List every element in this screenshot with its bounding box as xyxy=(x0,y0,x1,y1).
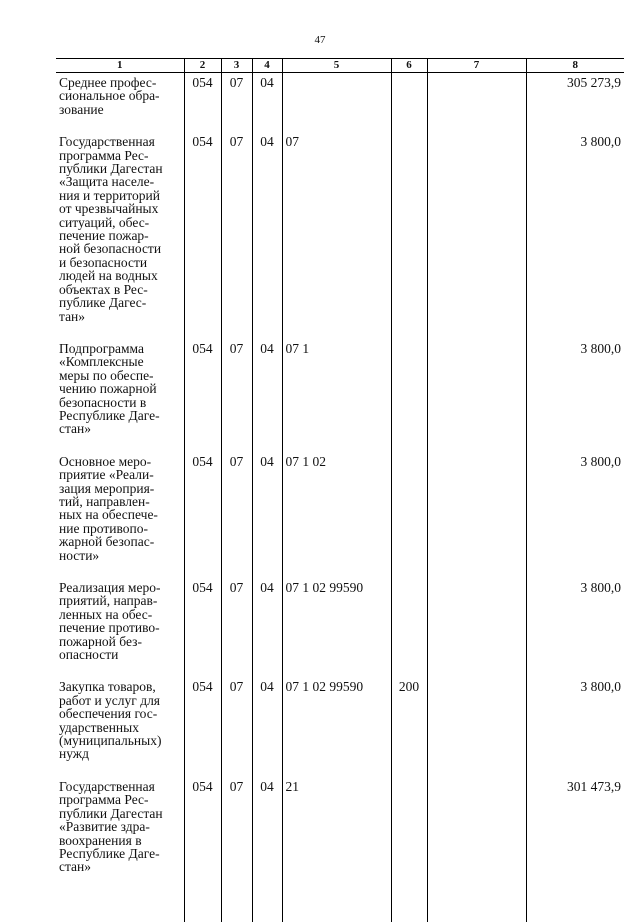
row-name-line: Подпрограмма xyxy=(59,340,144,356)
code-cell-5: 07 1 xyxy=(282,339,391,436)
amount-cell: 301 473,9 xyxy=(526,777,624,874)
row-name-line: «Комплексные xyxy=(59,354,144,370)
code-cell-5: 07 1 02 xyxy=(282,452,391,562)
row-name-cell xyxy=(56,777,184,874)
budget-table xyxy=(56,58,624,922)
column-header-8: 8 xyxy=(526,59,624,73)
table-body xyxy=(56,73,624,922)
code-cell-2: 054 xyxy=(184,677,221,760)
spacer-cell xyxy=(282,436,391,452)
spacer-cell xyxy=(391,323,427,339)
code-cell-4: 04 xyxy=(252,132,282,323)
spacer-cell xyxy=(221,562,252,578)
spacer-cell xyxy=(526,562,624,578)
spacer-cell xyxy=(184,661,221,677)
code-cell-4: 04 xyxy=(252,677,282,760)
row-name-line: публики Дагестан xyxy=(59,161,163,177)
row-name-line: людей на водных xyxy=(59,268,158,284)
column-header-4: 4 xyxy=(252,59,282,73)
code-cell-3: 07 xyxy=(221,452,252,562)
column-header-5: 5 xyxy=(282,59,391,73)
amount-cell: 3 800,0 xyxy=(526,578,624,661)
spacer-cell xyxy=(391,436,427,452)
row-spacer xyxy=(56,661,624,677)
code-cell-7 xyxy=(427,452,526,562)
spacer-cell xyxy=(526,874,624,922)
spacer-cell xyxy=(221,661,252,677)
amount-cell: 305 273,9 xyxy=(526,73,624,117)
code-cell-7 xyxy=(427,578,526,661)
table-row xyxy=(56,73,624,117)
table-row xyxy=(56,452,624,562)
row-name-line: и безопасности xyxy=(59,254,148,270)
code-cell-3: 07 xyxy=(221,73,252,117)
row-name-line: зование xyxy=(59,101,104,117)
spacer-cell xyxy=(391,562,427,578)
table-row xyxy=(56,132,624,323)
code-cell-7 xyxy=(427,132,526,323)
spacer-cell xyxy=(252,436,282,452)
row-name-line: безопасности в xyxy=(59,394,147,410)
row-name-line: жарной безопас- xyxy=(59,534,155,550)
amount-cell: 3 800,0 xyxy=(526,339,624,436)
code-cell-6 xyxy=(391,339,427,436)
spacer-cell xyxy=(221,116,252,132)
table-row xyxy=(56,339,624,436)
row-name-cell xyxy=(56,452,184,562)
row-name-line: от чрезвычайных xyxy=(59,201,159,217)
row-spacer xyxy=(56,436,624,452)
row-name-line: ударственных xyxy=(59,719,139,735)
row-name-line: тий, направлен- xyxy=(59,493,150,509)
row-name-cell xyxy=(56,677,184,760)
code-cell-2: 054 xyxy=(184,578,221,661)
spacer-cell xyxy=(427,562,526,578)
row-name-line: пожарной без- xyxy=(59,633,142,649)
spacer-cell xyxy=(56,562,184,578)
column-header-2: 2 xyxy=(184,59,221,73)
spacer-cell xyxy=(184,116,221,132)
code-cell-2: 054 xyxy=(184,132,221,323)
spacer-cell xyxy=(526,116,624,132)
code-cell-2: 054 xyxy=(184,73,221,117)
spacer-cell xyxy=(282,323,391,339)
row-name-cell xyxy=(56,73,184,117)
code-cell-2: 054 xyxy=(184,452,221,562)
spacer-cell xyxy=(427,436,526,452)
code-cell-4: 04 xyxy=(252,452,282,562)
table-row xyxy=(56,578,624,661)
spacer-cell xyxy=(526,661,624,677)
row-name-line: меры по обеспе- xyxy=(59,367,154,383)
row-name-line: сиональное обра- xyxy=(59,88,160,104)
column-header-7: 7 xyxy=(427,59,526,73)
spacer-cell xyxy=(427,323,526,339)
code-cell-5: 07 1 02 99590 xyxy=(282,677,391,760)
spacer-cell xyxy=(184,436,221,452)
row-name-line: Государственная xyxy=(59,778,155,794)
spacer-cell xyxy=(56,874,184,922)
code-cell-3: 07 xyxy=(221,677,252,760)
spacer-cell xyxy=(184,874,221,922)
code-cell-5: 07 xyxy=(282,132,391,323)
row-name-line: публике Дагес- xyxy=(59,295,147,311)
row-name-line: публики Дагестан xyxy=(59,805,163,821)
spacer-cell xyxy=(282,116,391,132)
amount-cell: 3 800,0 xyxy=(526,452,624,562)
spacer-cell xyxy=(526,436,624,452)
row-spacer xyxy=(56,323,624,339)
column-header-1: 1 xyxy=(56,59,184,73)
table-row xyxy=(56,677,624,760)
code-cell-6: 200 xyxy=(391,677,427,760)
spacer-cell xyxy=(427,116,526,132)
spacer-cell xyxy=(282,874,391,922)
spacer-cell xyxy=(282,562,391,578)
row-name-line: приятий, направ- xyxy=(59,593,158,609)
spacer-cell xyxy=(221,874,252,922)
row-name-line: ности» xyxy=(59,547,100,563)
spacer-cell xyxy=(252,661,282,677)
code-cell-4: 04 xyxy=(252,777,282,874)
row-spacer xyxy=(56,761,624,777)
code-cell-3: 07 xyxy=(221,339,252,436)
row-spacer xyxy=(56,116,624,132)
spacer-cell xyxy=(184,761,221,777)
code-cell-2: 054 xyxy=(184,777,221,874)
spacer-cell xyxy=(252,562,282,578)
spacer-cell xyxy=(427,661,526,677)
row-name-line: ние противопо- xyxy=(59,520,148,536)
code-cell-7 xyxy=(427,339,526,436)
spacer-cell xyxy=(282,761,391,777)
spacer-cell xyxy=(526,761,624,777)
spacer-cell xyxy=(391,874,427,922)
row-name-line: «Развитие здра- xyxy=(59,819,150,835)
spacer-cell xyxy=(391,761,427,777)
row-name-line: работ и услуг для xyxy=(59,692,161,708)
row-name-line: программа Рес- xyxy=(59,147,149,163)
code-cell-6 xyxy=(391,777,427,874)
row-name-line: чению пожарной xyxy=(59,381,157,397)
code-cell-7 xyxy=(427,677,526,760)
code-cell-4: 04 xyxy=(252,578,282,661)
row-name-cell xyxy=(56,578,184,661)
code-cell-6 xyxy=(391,452,427,562)
spacer-cell xyxy=(221,436,252,452)
row-name-line: печение пожар- xyxy=(59,228,149,244)
spacer-cell xyxy=(221,323,252,339)
code-cell-4: 04 xyxy=(252,339,282,436)
row-name-cell xyxy=(56,132,184,323)
row-name-line: ния и территорий xyxy=(59,187,160,203)
code-cell-5 xyxy=(282,73,391,117)
row-name-line: Реализация меро- xyxy=(59,580,161,595)
spacer-cell xyxy=(56,661,184,677)
row-name-line: стан» xyxy=(59,421,92,437)
row-name-line: Государственная xyxy=(59,134,155,150)
row-name-line: ленных на обес- xyxy=(59,606,153,622)
spacer-cell xyxy=(427,874,526,922)
spacer-cell xyxy=(184,323,221,339)
spacer-cell xyxy=(56,323,184,339)
spacer-cell xyxy=(427,761,526,777)
code-cell-4: 04 xyxy=(252,73,282,117)
row-name-line: воохранения в xyxy=(59,832,142,848)
row-name-line: «Защита населе- xyxy=(59,174,155,190)
spacer-cell xyxy=(391,661,427,677)
row-name-line: (муниципальных) xyxy=(59,733,162,749)
row-name-line: стан» xyxy=(59,859,92,875)
table-row xyxy=(56,777,624,874)
row-name-cell xyxy=(56,339,184,436)
code-cell-5: 07 1 02 99590 xyxy=(282,578,391,661)
row-name-line: тан» xyxy=(59,308,86,324)
code-cell-6 xyxy=(391,578,427,661)
spacer-cell xyxy=(391,116,427,132)
row-spacer xyxy=(56,874,624,922)
row-name-line: печение противо- xyxy=(59,620,160,636)
row-name-line: Республике Даге- xyxy=(59,845,160,861)
row-name-line: приятие «Реали- xyxy=(59,467,154,483)
page-number: 47 xyxy=(314,34,326,46)
code-cell-3: 07 xyxy=(221,132,252,323)
row-name-line: обеспечения гос- xyxy=(59,706,158,722)
spacer-cell xyxy=(252,116,282,132)
row-name-line: ной безопасности xyxy=(59,241,162,257)
amount-cell: 3 800,0 xyxy=(526,677,624,760)
row-name-line: Среднее профес- xyxy=(59,75,157,90)
code-cell-7 xyxy=(427,777,526,874)
code-cell-6 xyxy=(391,73,427,117)
spacer-cell xyxy=(252,323,282,339)
spacer-cell xyxy=(282,661,391,677)
code-cell-3: 07 xyxy=(221,777,252,874)
row-spacer xyxy=(56,562,624,578)
row-name-line: ситуаций, обес- xyxy=(59,214,150,230)
spacer-cell xyxy=(526,323,624,339)
spacer-cell xyxy=(252,761,282,777)
row-name-line: Основное меро- xyxy=(59,453,152,469)
table-header-row xyxy=(56,59,624,73)
spacer-cell xyxy=(56,436,184,452)
column-header-6: 6 xyxy=(391,59,427,73)
code-cell-6 xyxy=(391,132,427,323)
row-name-line: Республике Даге- xyxy=(59,407,160,423)
row-name-line: Закупка товаров, xyxy=(59,679,156,695)
spacer-cell xyxy=(56,761,184,777)
code-cell-5: 21 xyxy=(282,777,391,874)
code-cell-3: 07 xyxy=(221,578,252,661)
spacer-cell xyxy=(56,116,184,132)
code-cell-7 xyxy=(427,73,526,117)
spacer-cell xyxy=(184,562,221,578)
row-name-line: опасности xyxy=(59,647,119,663)
row-name-line: нужд xyxy=(59,746,89,762)
spacer-cell xyxy=(252,874,282,922)
row-name-line: ных на обеспече- xyxy=(59,507,158,523)
row-name-line: программа Рес- xyxy=(59,792,149,808)
amount-cell: 3 800,0 xyxy=(526,132,624,323)
row-name-line: объектах в Рес- xyxy=(59,281,148,297)
column-header-3: 3 xyxy=(221,59,252,73)
code-cell-2: 054 xyxy=(184,339,221,436)
row-name-line: зация мероприя- xyxy=(59,480,155,496)
spacer-cell xyxy=(221,761,252,777)
